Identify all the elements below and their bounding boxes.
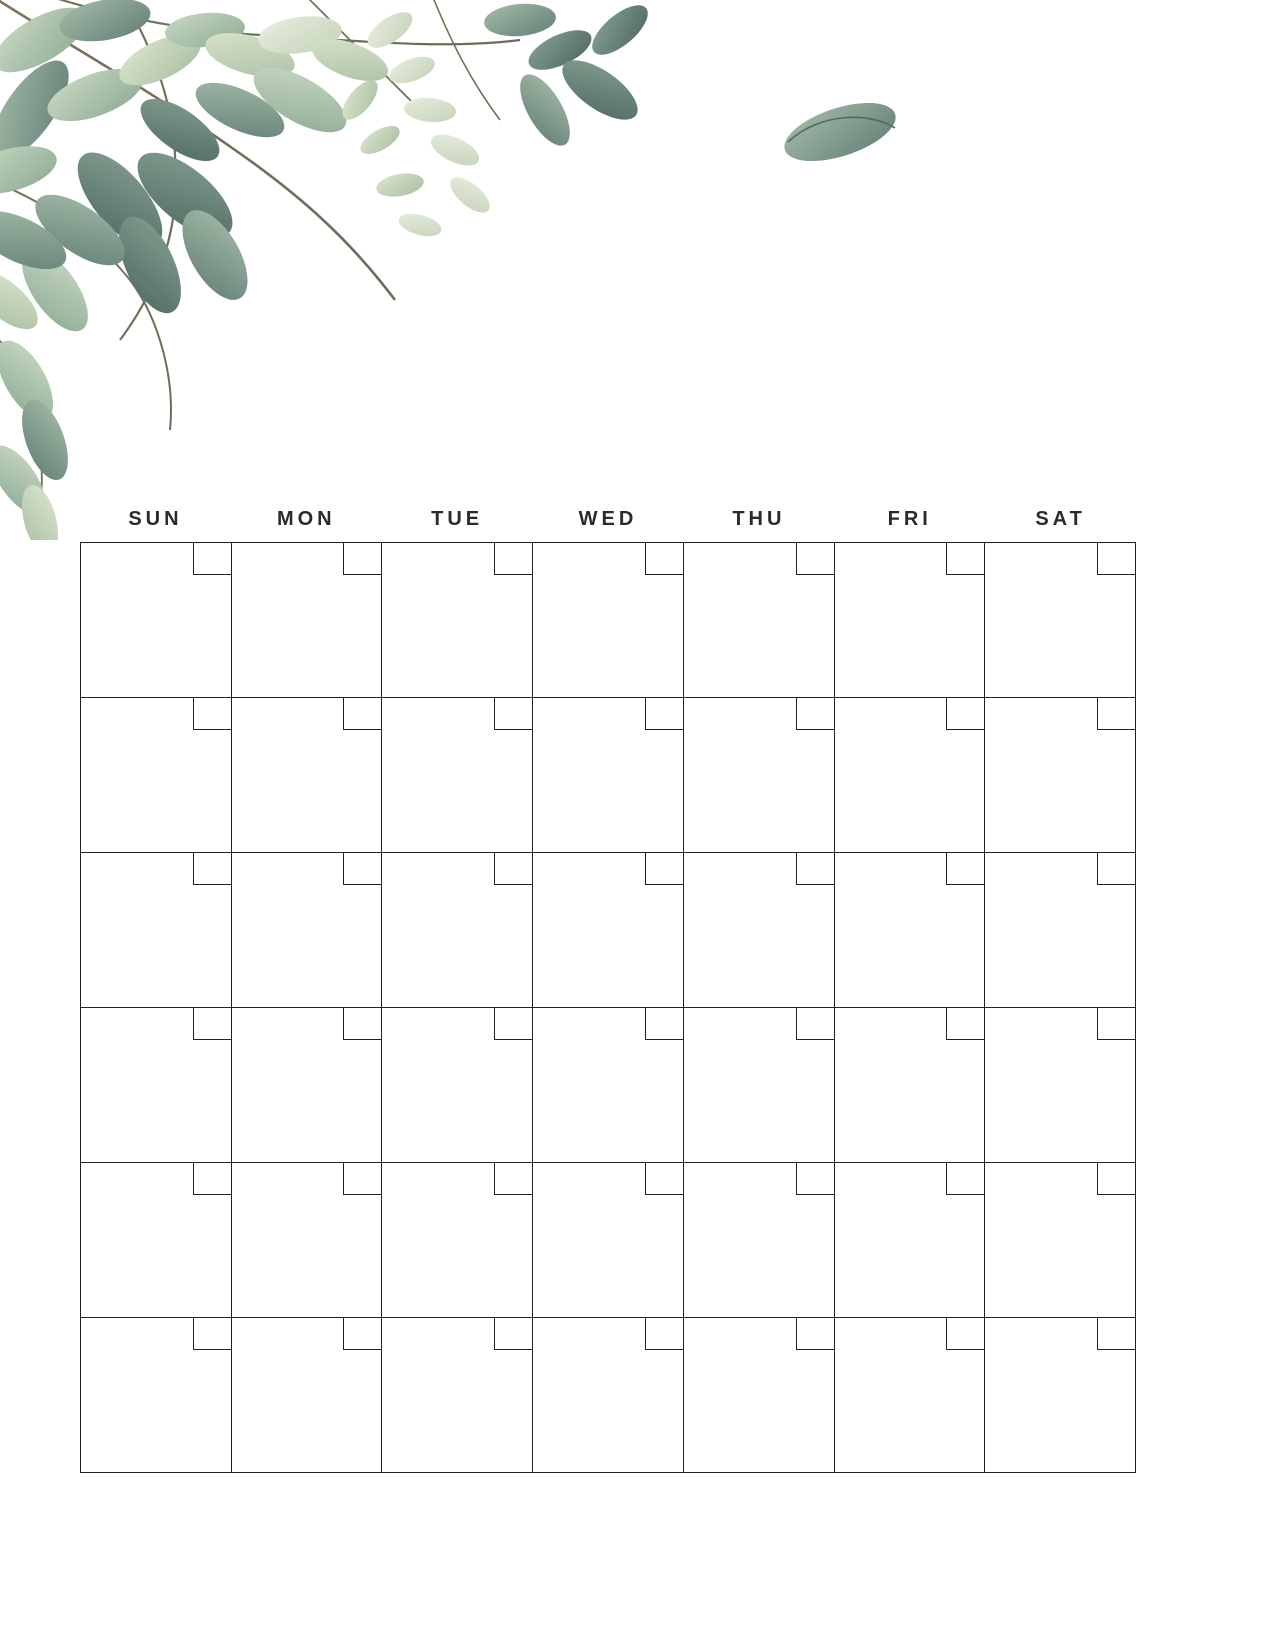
eucalyptus-branches-svg bbox=[0, 0, 950, 540]
day-cell[interactable] bbox=[533, 1318, 684, 1473]
date-number bbox=[645, 698, 683, 730]
date-number bbox=[343, 853, 381, 885]
week-row bbox=[81, 1163, 1136, 1318]
date-number bbox=[494, 1008, 532, 1040]
date-number bbox=[193, 1318, 231, 1350]
date-number bbox=[796, 1163, 834, 1195]
date-number bbox=[946, 543, 984, 575]
date-number bbox=[1097, 853, 1135, 885]
day-cell[interactable] bbox=[382, 1008, 533, 1163]
day-cell[interactable] bbox=[684, 1008, 835, 1163]
date-number bbox=[343, 543, 381, 575]
calendar-grid bbox=[80, 542, 1136, 1473]
day-cell[interactable] bbox=[232, 543, 383, 698]
date-number bbox=[946, 1163, 984, 1195]
date-number bbox=[343, 1008, 381, 1040]
day-cell[interactable] bbox=[81, 543, 232, 698]
day-cell[interactable] bbox=[835, 1163, 986, 1318]
date-number bbox=[494, 1163, 532, 1195]
day-cell[interactable] bbox=[81, 853, 232, 1008]
date-number bbox=[796, 543, 834, 575]
date-number bbox=[1097, 1318, 1135, 1350]
day-cell[interactable] bbox=[684, 1163, 835, 1318]
day-cell[interactable] bbox=[232, 1318, 383, 1473]
day-cell[interactable] bbox=[81, 698, 232, 853]
day-cell[interactable] bbox=[533, 1008, 684, 1163]
day-cell[interactable] bbox=[684, 853, 835, 1008]
day-cell[interactable] bbox=[835, 1008, 986, 1163]
day-cell[interactable] bbox=[232, 1163, 383, 1318]
date-number bbox=[645, 543, 683, 575]
date-number bbox=[193, 698, 231, 730]
day-cell[interactable] bbox=[533, 543, 684, 698]
day-cell[interactable] bbox=[81, 1163, 232, 1318]
day-cell[interactable] bbox=[382, 698, 533, 853]
day-cell[interactable] bbox=[835, 853, 986, 1008]
date-number bbox=[1097, 1163, 1135, 1195]
date-number bbox=[946, 853, 984, 885]
day-cell[interactable] bbox=[81, 1318, 232, 1473]
date-number bbox=[1097, 543, 1135, 575]
day-cell[interactable] bbox=[533, 853, 684, 1008]
day-cell[interactable] bbox=[533, 698, 684, 853]
date-number bbox=[494, 543, 532, 575]
date-number bbox=[1097, 698, 1135, 730]
weekday-mon: MON bbox=[276, 508, 336, 530]
date-number bbox=[796, 698, 834, 730]
monthly-calendar bbox=[80, 508, 1136, 1473]
day-cell[interactable] bbox=[985, 1008, 1136, 1163]
day-cell[interactable] bbox=[382, 1318, 533, 1473]
date-number bbox=[193, 1008, 231, 1040]
day-cell[interactable] bbox=[835, 698, 986, 853]
week-row bbox=[81, 853, 1136, 1008]
day-cell[interactable] bbox=[684, 1318, 835, 1473]
week-row bbox=[81, 1318, 1136, 1473]
date-number bbox=[645, 853, 683, 885]
day-cell[interactable] bbox=[232, 1008, 383, 1163]
date-number bbox=[343, 698, 381, 730]
day-cell[interactable] bbox=[835, 1318, 986, 1473]
day-cell[interactable] bbox=[985, 698, 1136, 853]
decorative-foliage bbox=[0, 0, 950, 540]
date-number bbox=[796, 853, 834, 885]
weekday-fri: FRI bbox=[887, 508, 932, 530]
date-number bbox=[946, 1318, 984, 1350]
day-cell[interactable] bbox=[684, 543, 835, 698]
day-cell[interactable] bbox=[985, 1163, 1136, 1318]
day-cell[interactable] bbox=[985, 853, 1136, 1008]
week-row bbox=[81, 698, 1136, 853]
date-number bbox=[946, 698, 984, 730]
date-number bbox=[645, 1008, 683, 1040]
weekday-tue: TUE bbox=[431, 508, 484, 530]
date-number bbox=[494, 853, 532, 885]
date-number bbox=[796, 1008, 834, 1040]
date-number bbox=[1097, 1008, 1135, 1040]
week-row bbox=[81, 1008, 1136, 1163]
weekday-sun: SUN bbox=[128, 508, 183, 530]
date-number bbox=[343, 1318, 381, 1350]
weekday-wed: WED bbox=[578, 508, 638, 530]
date-number bbox=[494, 698, 532, 730]
weekday-thu: THU bbox=[732, 508, 786, 530]
date-number bbox=[946, 1008, 984, 1040]
day-cell[interactable] bbox=[382, 543, 533, 698]
date-number bbox=[193, 853, 231, 885]
date-number bbox=[494, 1318, 532, 1350]
day-cell[interactable] bbox=[382, 853, 533, 1008]
date-number bbox=[645, 1318, 683, 1350]
date-number bbox=[193, 1163, 231, 1195]
date-number bbox=[645, 1163, 683, 1195]
date-number bbox=[796, 1318, 834, 1350]
date-number bbox=[343, 1163, 381, 1195]
date-number bbox=[193, 543, 231, 575]
day-cell[interactable] bbox=[232, 853, 383, 1008]
day-cell[interactable] bbox=[985, 543, 1136, 698]
weekday-header-row bbox=[80, 508, 1136, 531]
day-cell[interactable] bbox=[835, 543, 986, 698]
day-cell[interactable] bbox=[985, 1318, 1136, 1473]
day-cell[interactable] bbox=[81, 1008, 232, 1163]
week-row bbox=[81, 543, 1136, 698]
day-cell[interactable] bbox=[533, 1163, 684, 1318]
weekday-sat: SAT bbox=[1035, 508, 1086, 530]
day-cell[interactable] bbox=[382, 1163, 533, 1318]
day-cell[interactable] bbox=[232, 698, 383, 853]
day-cell[interactable] bbox=[684, 698, 835, 853]
